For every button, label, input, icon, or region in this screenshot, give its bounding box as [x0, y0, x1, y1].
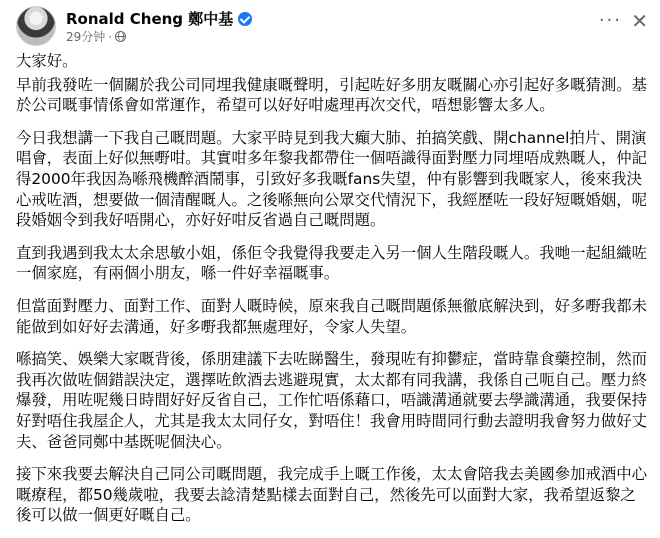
- author-avatar[interactable]: [16, 6, 56, 46]
- post-paragraph: 大家好。: [16, 52, 78, 70]
- post-header: [16, 6, 648, 46]
- verified-badge-icon: [238, 12, 252, 26]
- post-body: [16, 51, 648, 538]
- close-icon[interactable]: ✕: [631, 9, 648, 33]
- post-paragraph: 接下來我要去解決自己同公司嘅問題，我完成手上嘅工作後，太太會陪我去美國參加戒酒中心嘅療程，都50幾歲啦，我要去諗清楚點樣去面對自己，然後先可以面對大家，我希望返黎之後可以做一個更好嘅自己。: [16, 465, 648, 525]
- post-paragraph: 喺搞笑、娛樂大家嘅背後，係朋建議下去咗睇醫生，發現咗有抑鬱症，當時靠食藥控制，然而我再次做咗個錯誤決定，選擇咗飲酒去逃避現實，太太都有同我講，我係自己呃自己。壓力終爆發，用咗呢幾日時間好好反省自己，工作忙唔係藉口，唔識溝通就要去學識溝通，我要保持好對唔住我屋企人，尤其是我太太同仔女，對唔住！我會用時間同行動去證明我會努力做好丈夫、爸爸同鄭中基既呢個決心。: [16, 350, 648, 451]
- post-paragraph: 今日我想講一下我自己嘅問題。大家平時見到我大癲大肺、拍搞笑戲、開channel拍片、開演唱會，表面上好似無嘢咁。其實咁多年黎我都帶住一個唔識得面對壓力同埋唔成熟嘅人，仲記得2000年我因為喺飛機醉酒鬧事，引致好多我嘅fans失望，仲有影響到我嘅家人，後來我決心戒咗酒，想要做一個清醒嘅人。之後喺無向公眾交代情況下，我經歷咗一段好短嘅婚姻，呢段婚姻令到我好唔開心，亦好好咁反省過自己嘅問題。: [16, 128, 648, 230]
- post-meta: [66, 28, 126, 45]
- more-options-icon[interactable]: ···: [598, 10, 622, 31]
- author-row: [66, 8, 252, 29]
- post-paragraph: 但當面對壓力、面對工作、面對人嘅時候，原來我自己嘅問題係無徹底解決到，好多嘢我都未能做到如好好去溝通，好多嘢我都無處理好，令家人失望。: [16, 296, 648, 336]
- post-paragraph: 直到我遇到我太太余思敏小姐，係佢令我覺得我要走入另一個人生階段嘅人。我哋一起組織咗一個家庭，有兩個小朋友，喺一件好幸福嘅事。: [16, 243, 648, 283]
- post-timestamp[interactable]: 29分钟: [66, 30, 106, 44]
- post-paragraph: 早前我發咗一個關於我公司同埋我健康嘅聲明，引起咗好多朋友嘅關心亦引起好多嘅猜測。基於公司嘅事情係會如常運作，希望可以好好咁處理再次交代，唔想影響太多人。: [16, 75, 648, 115]
- globe-icon: [115, 31, 126, 42]
- author-name[interactable]: Ronald Cheng 鄭中基: [66, 10, 234, 28]
- separator-dot: ·: [108, 29, 113, 44]
